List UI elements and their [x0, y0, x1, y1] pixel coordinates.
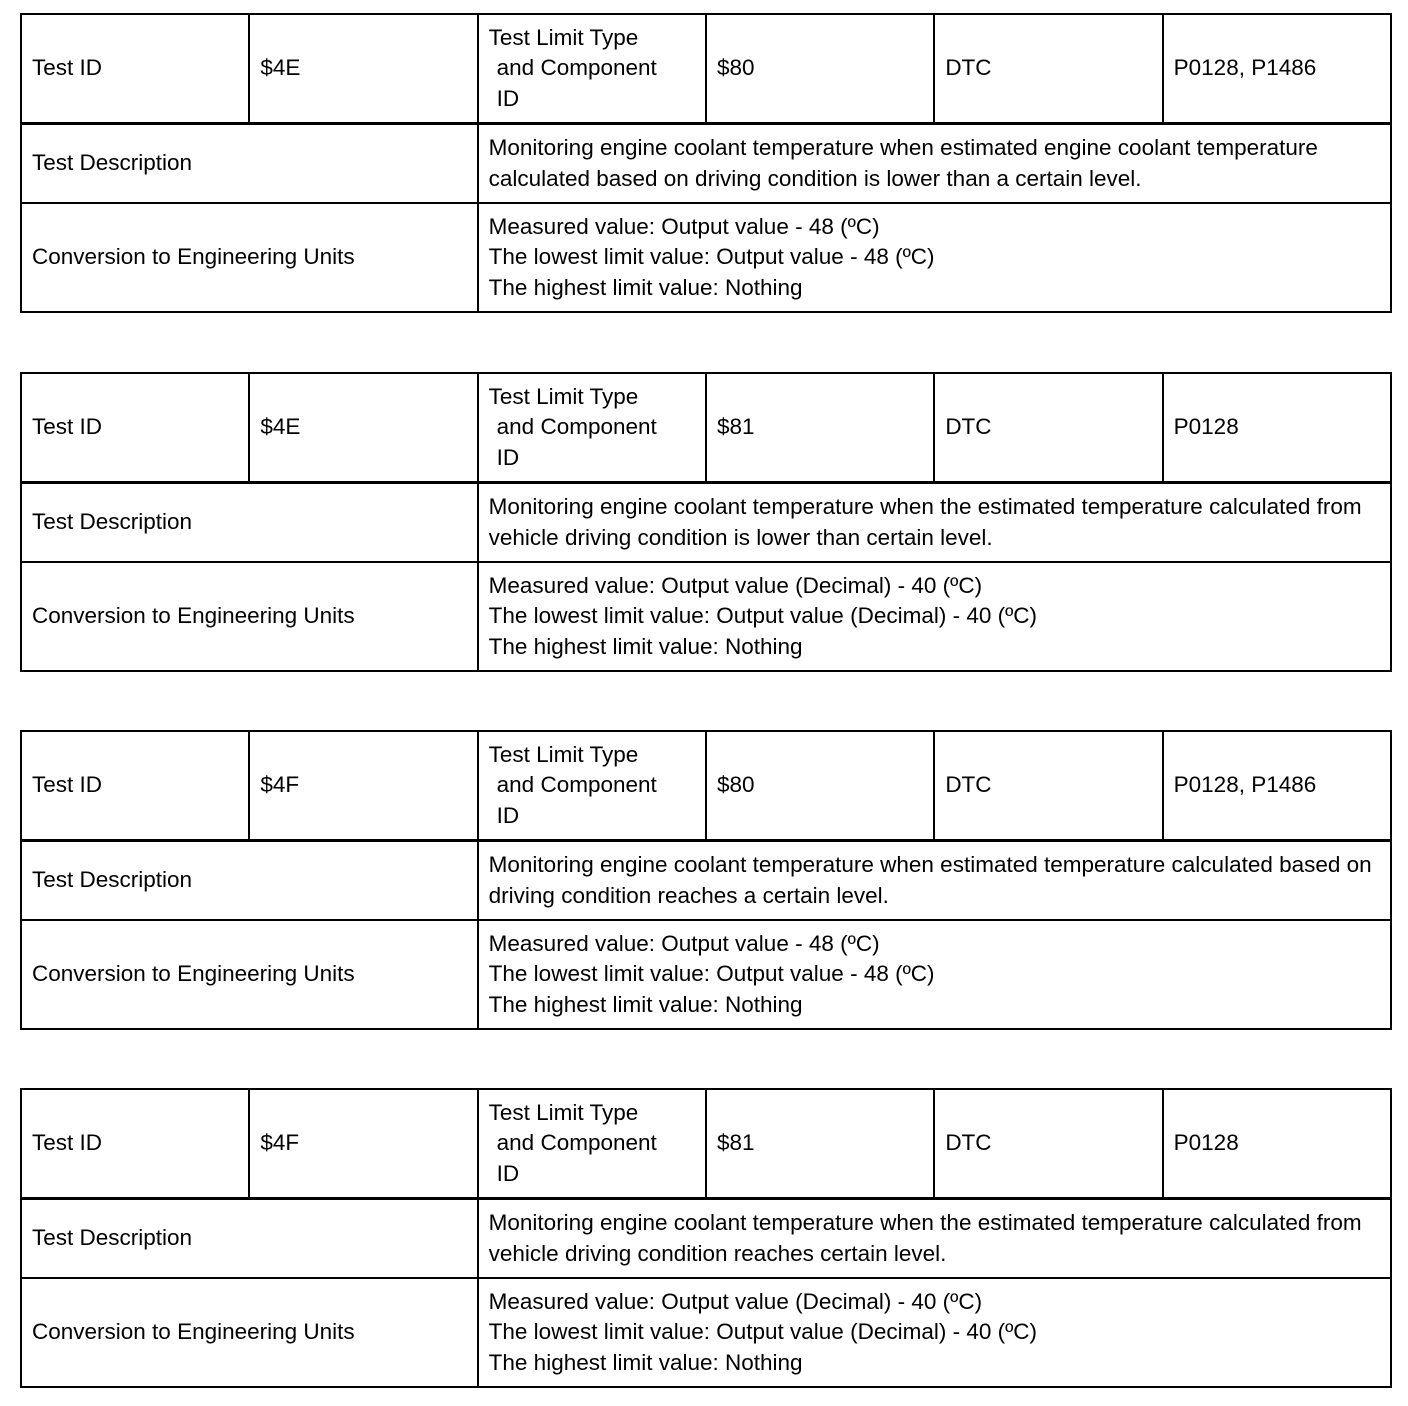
measured-value-line: Measured value: Output value (Decimal) - 40 (ºC): [488, 572, 983, 598]
limit-type-label-line: ID: [496, 802, 520, 828]
test-id-label: Test ID: [21, 731, 249, 841]
limit-type-value: $80: [706, 14, 934, 124]
test-id-value: $4F: [249, 1089, 477, 1199]
limit-type-value: $81: [706, 373, 934, 483]
description-value: Monitoring engine coolant temperature when the estimated temperature calculated from vehicle driving condition is lower than certain level.: [478, 483, 1391, 563]
test-table-4: [20, 1088, 1392, 1388]
description-row: [21, 124, 1391, 204]
test-id-row: [21, 14, 1391, 124]
limit-type-label-line: Test Limit Type: [488, 24, 639, 50]
highest-limit-line: The highest limit value: Nothing: [488, 1349, 803, 1375]
description-value: Monitoring engine coolant temperature when estimated engine coolant temperature calculated based on driving condition is lower than a certain level.: [478, 124, 1391, 204]
description-value: Monitoring engine coolant temperature when the estimated temperature calculated from vehicle driving condition reaches certain level.: [478, 1199, 1391, 1279]
description-row: [21, 483, 1391, 563]
description-row: [21, 841, 1391, 921]
limit-type-label: [478, 1089, 706, 1199]
conversion-row: [21, 562, 1391, 671]
limit-type-label-line: Test Limit Type: [488, 383, 639, 409]
dtc-label: DTC: [934, 731, 1162, 841]
lowest-limit-line: The lowest limit value: Output value (Decimal) - 40 (ºC): [488, 603, 1038, 629]
limit-type-label-line: Test Limit Type: [488, 741, 639, 767]
description-label: Test Description: [21, 483, 478, 563]
description-label: Test Description: [21, 1199, 478, 1279]
conversion-label: Conversion to Engineering Units: [21, 562, 478, 671]
highest-limit-line: The highest limit value: Nothing: [488, 274, 803, 300]
conversion-label: Conversion to Engineering Units: [21, 203, 478, 312]
description-value: Monitoring engine coolant temperature when estimated temperature calculated based on driving condition reaches a certain level.: [478, 841, 1391, 921]
conversion-label: Conversion to Engineering Units: [21, 1278, 478, 1387]
conversion-label: Conversion to Engineering Units: [21, 920, 478, 1029]
limit-type-label-line: and Component: [496, 772, 657, 798]
conversion-value: [478, 562, 1391, 671]
test-id-value: $4F: [249, 731, 477, 841]
description-label: Test Description: [21, 124, 478, 204]
limit-type-value: $80: [706, 731, 934, 841]
limit-type-label: [478, 373, 706, 483]
measured-value-line: Measured value: Output value - 48 (ºC): [488, 930, 880, 956]
conversion-value: [478, 920, 1391, 1029]
test-id-value: $4E: [249, 14, 477, 124]
test-id-label: Test ID: [21, 373, 249, 483]
dtc-value: P0128: [1163, 1089, 1391, 1199]
measured-value-line: Measured value: Output value (Decimal) - 40 (ºC): [488, 1288, 983, 1314]
test-id-label: Test ID: [21, 14, 249, 124]
dtc-label: DTC: [934, 1089, 1162, 1199]
limit-type-label-line: and Component: [496, 1130, 657, 1156]
conversion-row: [21, 920, 1391, 1029]
lowest-limit-line: The lowest limit value: Output value (Decimal) - 40 (ºC): [488, 1319, 1038, 1345]
dtc-value: P0128, P1486: [1163, 731, 1391, 841]
description-label: Test Description: [21, 841, 478, 921]
highest-limit-line: The highest limit value: Nothing: [488, 991, 803, 1017]
lowest-limit-line: The lowest limit value: Output value - 48 (ºC): [488, 961, 935, 987]
limit-type-label-line: and Component: [496, 414, 657, 440]
limit-type-label-line: Test Limit Type: [488, 1099, 639, 1125]
conversion-value: [478, 203, 1391, 312]
dtc-label: DTC: [934, 14, 1162, 124]
limit-type-value: $81: [706, 1089, 934, 1199]
limit-type-label: [478, 14, 706, 124]
limit-type-label-line: ID: [496, 1160, 520, 1186]
description-row: [21, 1199, 1391, 1279]
limit-type-label-line: ID: [496, 85, 520, 111]
dtc-value: P0128: [1163, 373, 1391, 483]
test-table-1: [20, 13, 1392, 313]
dtc-value: P0128, P1486: [1163, 14, 1391, 124]
test-id-label: Test ID: [21, 1089, 249, 1199]
lowest-limit-line: The lowest limit value: Output value - 48 (ºC): [488, 244, 935, 270]
test-table-3: [20, 730, 1392, 1030]
measured-value-line: Measured value: Output value - 48 (ºC): [488, 213, 880, 239]
test-id-row: [21, 1089, 1391, 1199]
conversion-value: [478, 1278, 1391, 1387]
limit-type-label: [478, 731, 706, 841]
highest-limit-line: The highest limit value: Nothing: [488, 633, 803, 659]
test-table-2: [20, 372, 1392, 672]
limit-type-label-line: and Component: [496, 55, 657, 81]
limit-type-label-line: ID: [496, 444, 520, 470]
test-id-row: [21, 373, 1391, 483]
conversion-row: [21, 203, 1391, 312]
dtc-label: DTC: [934, 373, 1162, 483]
test-id-row: [21, 731, 1391, 841]
test-id-value: $4E: [249, 373, 477, 483]
conversion-row: [21, 1278, 1391, 1387]
